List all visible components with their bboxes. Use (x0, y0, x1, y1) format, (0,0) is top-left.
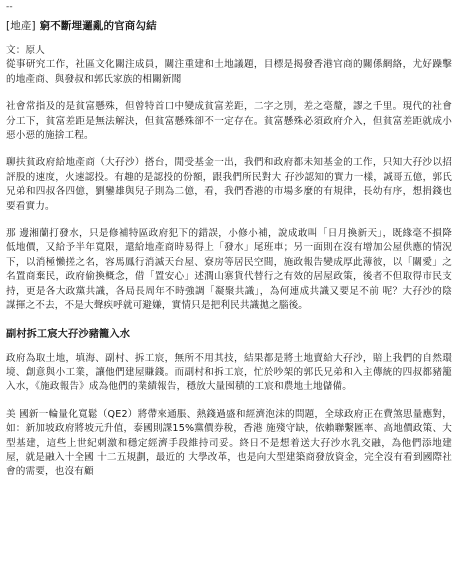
paragraph-2: 聊扶貧政府給地產商（大孖沙）搭台，閒受基金一出，我們和政府都未知基金的工作，只知大孖沙以招評股的速度，火速認投。有趣的是認投的份額，跟我們所民對大 孖沙認知的實力一樣，誠哥五億，郭氏兄弟和四叔各四億，劉鑾雄與兒子則為二億，看，我們香港的市場多麼的有規律，長幼有序，想捐錢也要看實力。 (6, 157, 452, 212)
title-text: 窮不斷埋邏亂的官商勾結 (39, 20, 157, 32)
paragraph-5: 美 國新一輪量化寬鬆（QE2）將帶來通脹、熱錢過盛和經濟泡沫的問題，全球政府正在費煞思量應對，如：新加坡政府將坡元升值，泰國則課15%黨價券稅，香港 施殘守缺，依賴聯繫匯率、高地價政策、大型基建，這些上世紀刺激和穩定經濟手段維持司妥。終日不是想着送大孖沙水乳交融，為他們添地建屋，就是融入十全國 十二五規劃，最近的 大學改革，也是向大型建築商發放資金，完全沒有看到國際社會的需要，也沒有顧 (6, 408, 452, 478)
title-tag: [地產] (6, 20, 36, 32)
paragraph-1: 社會常指及的是貧富懸殊，但曾特首口中變成貧富差距，二字之別，差之毫釐，謬之千里。現代的社會分工下，貧富差距是無法解決，但貧富懸殊卻不一定存在。貧富懸殊必須政府介入，但貧富差距就成小惡小惡的施捨工程。 (6, 101, 452, 142)
paragraph-3: 那 邊湘蘭打發水，只是修補特區政府犯下的錯誤，小修小補，說成敢叫「日月換新天」，既緣毫不損降低地價，又給予半年寬限，還給地產商時易得上「發水」尾班車；另一面則在沒有增加公屋供應的情況下，以消極懶搓之名，容馬鳳行消滅天台屋、寮房等居民空間，施政報告變成厚此薄彼，以「關愛」之名置商棄民，政府偷換概念，借「置安心」述潤山寨貨代替行之有效的居屋政策，後者不但取得市民支持，更是各大政黨共識，各局長周年不時強調「凝聚共識」，為何連成共識又要足不前 呢？大孖沙的陰謀揮之不去，不是大聲疾呼就可避嫌，實情只是把利民共識拋之腦後。 (6, 228, 452, 312)
paragraph-4: 政府為取土地，填海、副村、拆工宸，無所不用其技，結果都是將土地賣給大孖沙，賠上我們的自然環境、創意與小工業，讓他們建屋賺錢。而副村和拆工宸，忙於吵架的郭氏兄弟和入主傳統的四叔都豬籠入水，《施政報告》成為他們的業績報告，穩放大量囤積的工宸和農地土地儲備。 (6, 352, 452, 393)
separator-dash: -- (6, 2, 13, 12)
article-title (6, 18, 452, 34)
author-line: 文：原人 (6, 45, 45, 56)
author-intro: 從事研究工作，社區文化關注成員，關注重建和土地議題，目標是揭發香港官商的關係網絡，尤好躁擊的地產商、與發叔和郭氏家族的相關新聞 (6, 59, 452, 85)
section-heading: 副村拆工宸大孖沙豬籠入水 (6, 328, 131, 340)
